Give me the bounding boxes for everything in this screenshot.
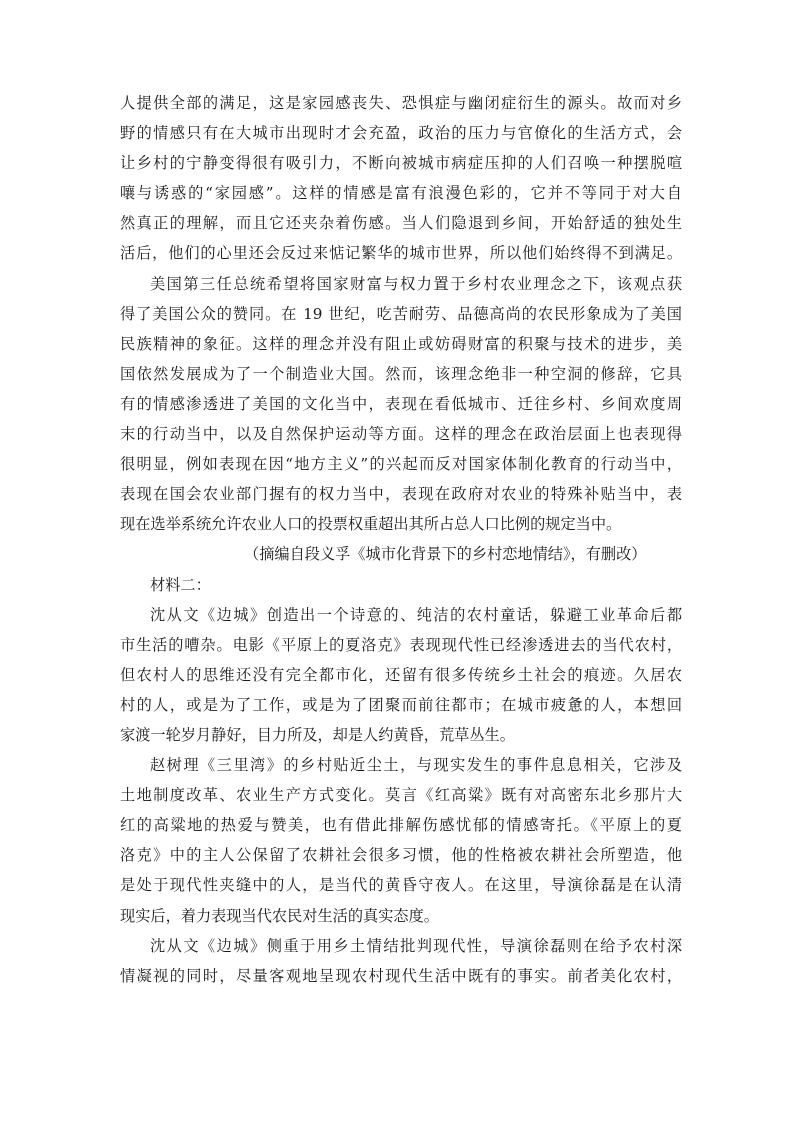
text-line: 土地制度改革、农业生产方式变化。莫言《红高粱》既有对高密东北乡那片大 xyxy=(120,786,682,805)
text-line: 情凝视的同时，尽量客观地呈现农村现代生活中既有的事实。前者美化农村， xyxy=(120,966,682,985)
text-line: 沈从文《边城》创造出一个诗意的、纯洁的农村童话，躲避工业革命后都 xyxy=(150,605,682,624)
text-line: 然真正的理解，而且它还夹杂着伤感。当人们隐退到乡间，开始舒适的独处生 xyxy=(120,214,682,233)
text-line: 得了美国公众的赞同。在 19 世纪，吃苦耐劳、品德高尚的农民形象成为了美国 xyxy=(120,304,682,323)
text-line: 是处于现代性夹缝中的人，是当代的黄昏守夜人。在这里，导演徐磊是在认清 xyxy=(120,876,682,895)
text-line: 村的人，或是为了工作，或是为了团聚而前往都市；在城市疲惫的人，本想回 xyxy=(120,695,682,714)
text-line: 但农村人的思维还没有完全都市化，还留有很多传统乡土社会的痕迹。久居农 xyxy=(120,665,682,684)
text-line: 人提供全部的满足，这是家园感丧失、恐惧症与幽闭症衍生的源头。故而对乡 xyxy=(120,94,682,112)
text-line: 沈从文《边城》侧重于用乡土情结批判现代性，导演徐磊则在给予农村深 xyxy=(150,936,682,955)
text-line: 洛克》中的主人公保留了农耕社会很多习惯，他的性格被农耕社会所塑造，他 xyxy=(120,846,682,865)
text-line: 家渡一轮岁月静好，目力所及，却是人约黄昏，荒草丛生。 xyxy=(120,725,515,744)
text-line: 国依然发展成为了一个制造业大国。然而，该理念绝非一种空洞的修辞，它具 xyxy=(120,364,682,383)
source-citation: （摘编自段义孚《城市化背景下的乡村恋地情结》，有删改） xyxy=(244,545,647,564)
text-line: 让乡村的宁静变得很有吸引力，不断向被城市病症压抑的人们召唤一种摆脱喧 xyxy=(120,154,682,173)
text-line: 现在选举系统允许农业人口的投票权重超出其所占总人口比例的规定当中。 xyxy=(120,515,622,534)
text-line: 末的行动当中，以及自然保护运动等方面。这样的理念在政治层面上也表现得 xyxy=(120,425,682,444)
text-line: 很明显，例如表现在因“地方主义”的兴起而反对国家体制化教育的行动当中， xyxy=(120,455,682,474)
text-line: 活后，他们的心里还会反过来惦记繁华的城市世界，所以他们始终得不到满足。 xyxy=(120,244,682,263)
article-body xyxy=(120,88,682,991)
text-line: 有的情感渗透进了美国的文化当中，表现在看低城市、迁往乡村、乡间欢度周 xyxy=(120,394,682,413)
text-line: 赵树理《三里湾》的乡村贴近尘土，与现实发生的事件息息相关，它涉及 xyxy=(150,756,682,775)
text-line: 野的情感只有在大城市出现时才会充盈，政治的压力与官僚化的生活方式，会 xyxy=(120,124,682,143)
text-line: 嚷与诱惑的“家园感”。这样的情感是富有浪漫色彩的，它并不等同于对大自 xyxy=(120,184,682,203)
text-line: 红的高粱地的热爱与赞美，也有借此排解伤感忧郁的情感寄托。《平原上的夏 xyxy=(120,816,682,835)
text-line: 现实后，着力表现当代农民对生活的真实态度。 xyxy=(120,906,439,925)
text-line: 表现在国会农业部门握有的权力当中，表现在政府对农业的特殊补贴当中，表 xyxy=(120,485,682,504)
text-line: 市生活的嘈杂。电影《平原上的夏洛克》表现现代性已经渗透进去的当代农村， xyxy=(120,635,682,654)
text-line: 材料二： xyxy=(150,575,211,594)
text-line: 美国第三任总统希望将国家财富与权力置于乡村农业理念之下，该观点获 xyxy=(150,274,682,293)
text-line: 民族精神的象征。这样的理念并没有阻止或妨碍财富的积聚与技术的进步，美 xyxy=(120,334,682,353)
